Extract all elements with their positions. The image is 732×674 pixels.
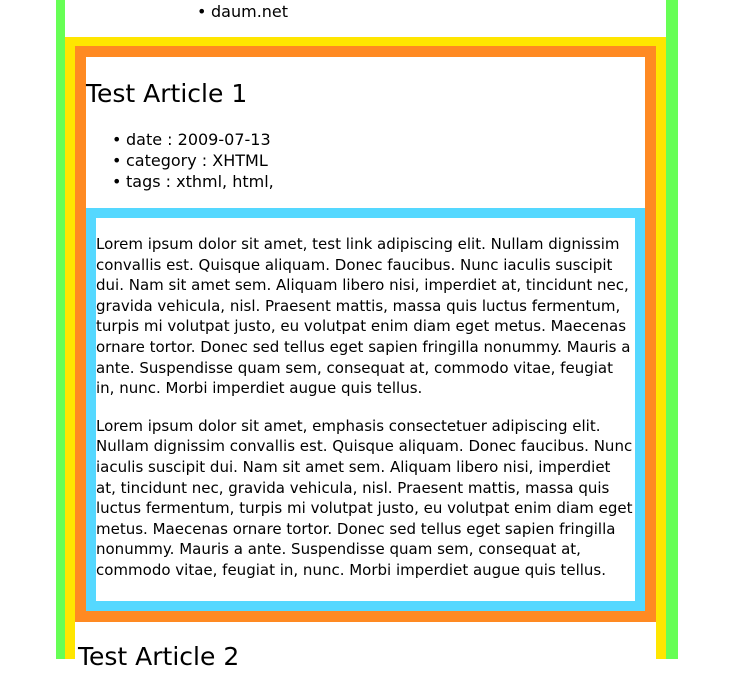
paragraph-1: Lorem ipsum dolor sit amet, test link adipiscing elit. Nullam dignissim convallis est. Quisque aliquam. Donec faucibus. Nunc iaculis suscipit dui. Nam sit amet sem. Aliquam libero nisi, imperdiet at, tincidunt nec, gravida vehicula, nisl. Praesent mattis, massa quis luctus fermentum, turpis mi volutpat justo, eu volutpat enim diam eget metus. Maecenas ornare tortor. Donec sed tellus eget sapien fringilla nonummy. Mauris a ante. Suspendisse quam sem, consequat at, commodo vitae, feugiat in, nunc. Morbi imperdiet augue quis tellus. (96, 235, 631, 398)
meta-date: • date : 2009-07-13 (126, 129, 274, 150)
list-item[interactable]: • daum.net (211, 3, 288, 21)
top-section (65, 0, 666, 37)
article-2-title: Test Article 2 (78, 642, 240, 671)
link-list (211, 3, 288, 21)
article-1-title: Test Article 1 (86, 79, 248, 108)
paragraph-2: Lorem ipsum dolor sit amet, emphasis consectetuer adipiscing elit. Nullam dignissim convallis est. Quisque aliquam. Donec faucibus. Nunc iaculis suscipit dui. Nam sit amet sem. Aliquam libero nisi, imperdiet at, tincidunt nec, gravida vehicula, nisl. Praesent mattis, massa quis luctus fermentum, turpis mi volutpat justo, eu volutpat enim diam eget metus. Maecenas ornare tortor. Donec sed tellus eget sapien fringilla nonummy. Mauris a ante. Suspendisse quam sem, consequat at, commodo vitae, feugiat in, nunc. Morbi imperdiet augue quis tellus. (96, 416, 633, 579)
article-1-meta (126, 129, 274, 192)
meta-category: • category : XHTML (126, 150, 274, 171)
article-1-content (96, 218, 635, 601)
meta-tags: • tags : xthml, html, (126, 171, 274, 192)
